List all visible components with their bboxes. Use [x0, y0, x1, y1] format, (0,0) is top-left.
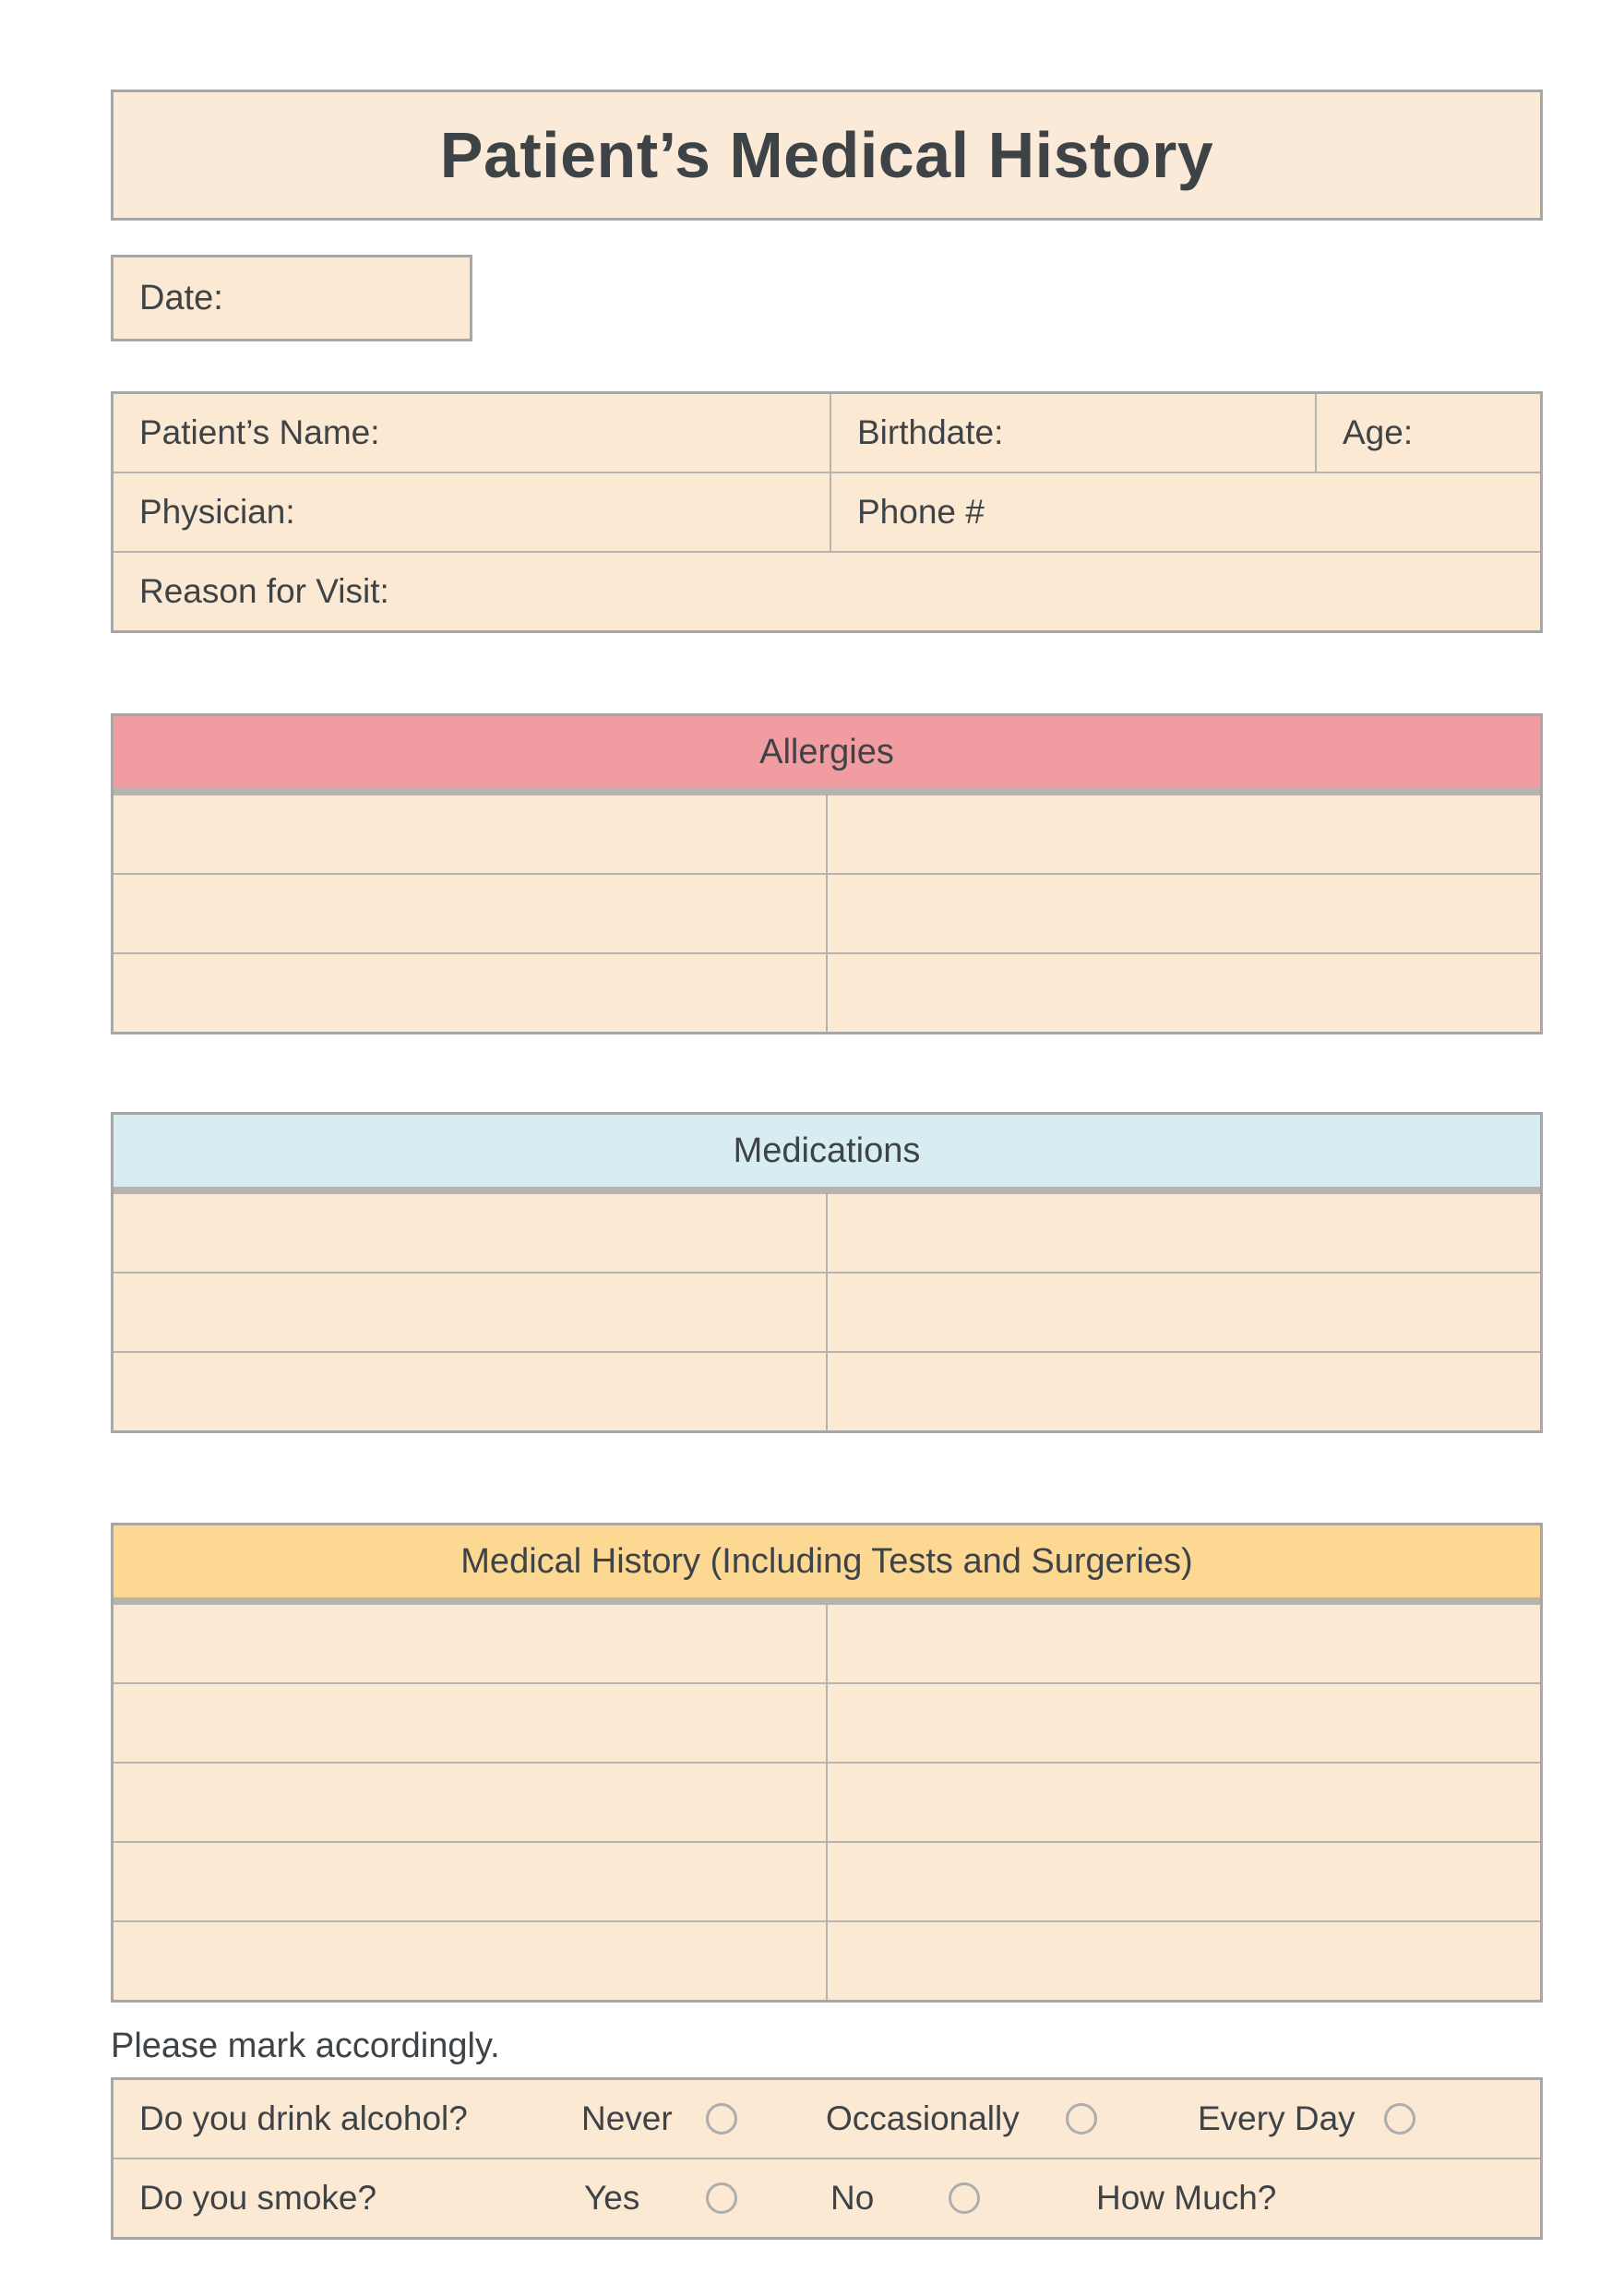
reason-for-visit-field[interactable] — [113, 553, 1540, 630]
medications-cell[interactable] — [113, 1274, 826, 1351]
allergies-cell[interactable] — [828, 795, 1540, 873]
radio-alcohol-occasionally[interactable] — [1066, 2103, 1097, 2135]
radio-smoke-no[interactable] — [949, 2182, 980, 2214]
medical-history-cell[interactable] — [828, 1922, 1540, 2000]
patient-info-table — [111, 391, 1543, 633]
page-title: Patient’s Medical History — [439, 119, 1214, 191]
medical-history-cell[interactable] — [828, 1605, 1540, 1682]
patient-name-label: Patient’s Name: — [139, 413, 380, 451]
medical-history-title: Medical History (Including Tests and Surgeries) — [460, 1541, 1193, 1581]
radio-smoke-yes[interactable] — [706, 2182, 737, 2214]
alcohol-option-occasionally-label: Occasionally — [826, 2099, 1020, 2137]
reason-for-visit-label: Reason for Visit: — [139, 572, 389, 610]
smoke-how-much-label: How Much? — [1096, 2179, 1277, 2217]
medical-history-cell[interactable] — [113, 1843, 826, 1920]
medications-title: Medications — [733, 1130, 921, 1170]
radio-alcohol-never[interactable] — [706, 2103, 737, 2135]
alcohol-question-label: Do you drink alcohol? — [139, 2099, 468, 2137]
alcohol-option-everyday-label: Every Day — [1198, 2099, 1355, 2137]
questions-table — [111, 2077, 1543, 2240]
allergies-cell[interactable] — [828, 875, 1540, 952]
allergies-cell[interactable] — [828, 954, 1540, 1032]
medical-history-table — [111, 1523, 1543, 2003]
medical-history-cell[interactable] — [113, 1684, 826, 1762]
smoke-question-label: Do you smoke? — [139, 2179, 377, 2217]
age-field[interactable] — [1317, 394, 1540, 472]
allergies-header — [113, 716, 1540, 788]
date-field[interactable] — [111, 255, 472, 341]
mark-accordingly-instruction: Please mark accordingly. — [111, 2027, 500, 2065]
smoke-option-no-label: No — [830, 2179, 875, 2217]
medications-header — [113, 1115, 1540, 1187]
medical-history-cell[interactable] — [828, 1684, 1540, 1762]
medications-cell[interactable] — [113, 1353, 826, 1430]
birthdate-field[interactable] — [831, 394, 1315, 472]
date-label: Date: — [139, 278, 223, 317]
radio-alcohol-everyday[interactable] — [1384, 2103, 1415, 2135]
smoke-question-row — [113, 2159, 1540, 2237]
physician-label: Physician: — [139, 493, 295, 531]
allergies-title: Allergies — [759, 732, 894, 771]
allergies-cell[interactable] — [113, 795, 826, 873]
birthdate-label: Birthdate: — [857, 413, 1004, 451]
medical-history-cell[interactable] — [113, 1922, 826, 2000]
medications-cell[interactable] — [828, 1274, 1540, 1351]
physician-field[interactable] — [113, 473, 830, 551]
patient-name-field[interactable] — [113, 394, 830, 472]
medical-history-cell[interactable] — [828, 1843, 1540, 1920]
smoke-option-yes-label: Yes — [584, 2179, 640, 2217]
alcohol-option-never-label: Never — [581, 2099, 673, 2137]
medical-history-cell[interactable] — [828, 1764, 1540, 1841]
medications-cell[interactable] — [113, 1194, 826, 1272]
medications-table — [111, 1112, 1543, 1433]
phone-field[interactable] — [831, 473, 1540, 551]
form-title-box — [111, 90, 1543, 221]
medical-history-cell[interactable] — [113, 1764, 826, 1841]
allergies-table — [111, 713, 1543, 1034]
allergies-cell[interactable] — [113, 875, 826, 952]
medications-cell[interactable] — [828, 1353, 1540, 1430]
alcohol-question-row — [113, 2080, 1540, 2158]
phone-label: Phone # — [857, 493, 985, 531]
medications-cell[interactable] — [828, 1194, 1540, 1272]
medical-history-cell[interactable] — [113, 1605, 826, 1682]
medical-history-header — [113, 1525, 1540, 1597]
age-label: Age: — [1343, 413, 1414, 451]
allergies-cell[interactable] — [113, 954, 826, 1032]
